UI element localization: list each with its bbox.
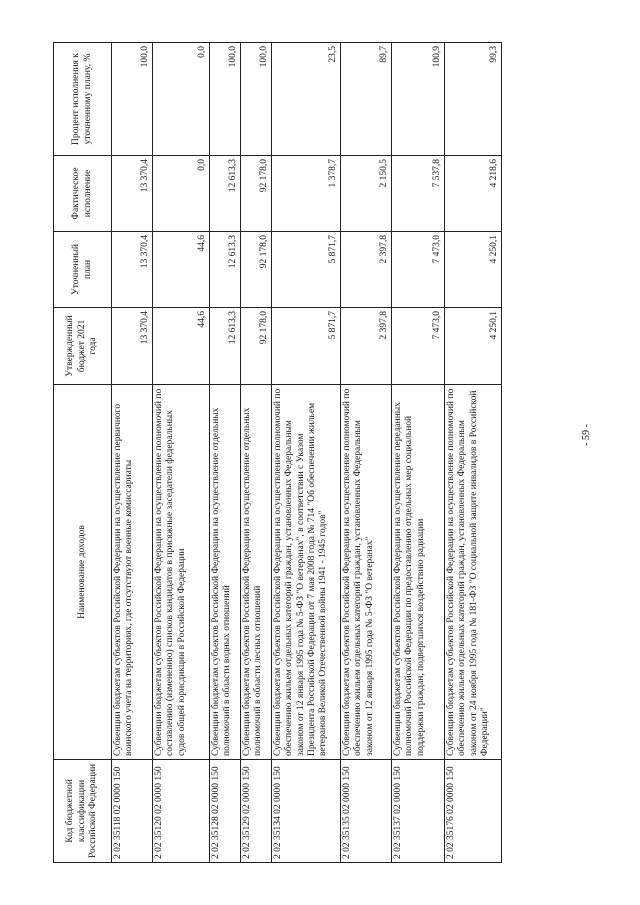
header-code: Код бюджетной классификации Российской Федерации [54, 760, 112, 863]
approved-cell: 7 473,0 [392, 308, 445, 385]
name-cell: Субвенции бюджетам субъектов Российской Федерации на осуществление отдельных полномочий в области водных отношений [210, 385, 241, 760]
header-revised: Уточненный план [54, 232, 112, 308]
header-actual: Фактическое исполнение [54, 156, 112, 232]
percent-cell: 0,0 [153, 43, 210, 156]
approved-cell: 44,6 [153, 308, 210, 385]
code-cell: 2 02 35176 02 0000 150 [445, 760, 502, 863]
actual-cell: 4 218,6 [445, 156, 502, 232]
revised-cell: 12 613,3 [210, 232, 241, 308]
revised-cell: 5 871,7 [272, 232, 341, 308]
approved-cell: 4 250,1 [445, 308, 502, 385]
code-cell: 2 02 35129 02 0000 150 [241, 760, 272, 863]
actual-cell: 2 150,5 [341, 156, 392, 232]
name-cell: Субвенции бюджетам субъектов Российской Федерации на осуществление первичного воинского учета на территориях, где отсутствуют военные комиссариаты [112, 385, 153, 760]
table-row [341, 43, 392, 863]
revised-cell: 7 473,0 [392, 232, 445, 308]
name-cell: Субвенции бюджетам субъектов Российской Федерации на осуществление отдельных полномочий в области лесных отношений [241, 385, 272, 760]
percent-cell: 100,0 [241, 43, 272, 156]
actual-cell: 0,0 [153, 156, 210, 232]
table-row [210, 43, 241, 863]
code-cell: 2 02 35120 02 0000 150 [153, 760, 210, 863]
approved-cell: 13 370,4 [112, 308, 153, 385]
code-cell: 2 02 35137 02 0000 150 [392, 760, 445, 863]
header-approved: Утвержденный бюджет 2021 года [54, 308, 112, 385]
actual-cell: 92 178,0 [241, 156, 272, 232]
percent-cell: 100,0 [112, 43, 153, 156]
name-cell: Субвенции бюджетам субъектов Российской Федерации на осуществление полномочий по составлению (изменению) списков кандидатов в присяжные заседатели федеральных судов общей юрисдикции в Российской Федерации [153, 385, 210, 760]
approved-cell: 2 397,8 [341, 308, 392, 385]
revised-cell: 13 370,4 [112, 232, 153, 308]
revised-cell: 44,6 [153, 232, 210, 308]
code-cell: 2 02 35128 02 0000 150 [210, 760, 241, 863]
header-percent: Процент исполнения к уточненному плану, % [54, 43, 112, 156]
approved-cell: 5 871,7 [272, 308, 341, 385]
table-row [445, 43, 502, 863]
actual-cell: 1 378,7 [272, 156, 341, 232]
approved-cell: 92 178,0 [241, 308, 272, 385]
name-cell: Субвенции бюджетам субъектов Российской Федерации на осуществление полномочий по обеспечению жильем отдельных категорий граждан, установленных Федеральным законом от 12 января 1995 года № 5-ФЗ "О ветеранах" [341, 385, 392, 760]
revised-cell: 92 178,0 [241, 232, 272, 308]
name-cell: Субвенции бюджетам субъектов Российской Федерации на осуществление полномочий по обеспечению жильем отдельных категорий граждан, установленных Федеральным законом от 24 ноября 1995 года № 181-ФЗ "О социальной защите инвалидов в Российской Федерации" [445, 385, 502, 760]
percent-cell: 23,5 [272, 43, 341, 156]
table-row [112, 43, 153, 863]
header-name: Наименование доходов [54, 385, 112, 760]
table-row [392, 43, 445, 863]
code-cell: 2 02 35135 02 0000 150 [341, 760, 392, 863]
approved-cell: 12 613,3 [210, 308, 241, 385]
table-row [241, 43, 272, 863]
percent-cell: 89,7 [341, 43, 392, 156]
table-header-row [54, 43, 112, 863]
revenue-table [53, 42, 502, 863]
table-body [112, 43, 502, 863]
page-number: - 59 - [581, 424, 592, 446]
code-cell: 2 02 35118 02 0000 150 [112, 760, 153, 863]
revised-cell: 4 250,1 [445, 232, 502, 308]
table-row [272, 43, 341, 863]
actual-cell: 7 537,8 [392, 156, 445, 232]
actual-cell: 12 613,3 [210, 156, 241, 232]
percent-cell: 100,9 [392, 43, 445, 156]
name-cell: Субвенции бюджетам субъектов Российской Федерации на осуществление переданных полномочий Российской Федерации по предоставлению отдельных мер социальной поддержки граждан, подвергшихся воздействию радиации [392, 385, 445, 760]
actual-cell: 13 370,4 [112, 156, 153, 232]
name-cell: Субвенции бюджетам субъектов Российской Федерации на осуществление полномочий по обеспечению жильем отдельных категорий граждан, установленных Федеральным законом от 12 января 1995 года № 5-ФЗ "О ветеранах", в соответствии с Указом Президента Российской Федерации от 7 мая 2008 года № 714 "Об обеспечении жильем ветеранов Великой Отечественной войны 1941 - 1945 годов" [272, 385, 341, 760]
percent-cell: 99,3 [445, 43, 502, 156]
revised-cell: 2 397,8 [341, 232, 392, 308]
code-cell: 2 02 35134 02 0000 150 [272, 760, 341, 863]
percent-cell: 100,0 [210, 43, 241, 156]
table-row [153, 43, 210, 863]
